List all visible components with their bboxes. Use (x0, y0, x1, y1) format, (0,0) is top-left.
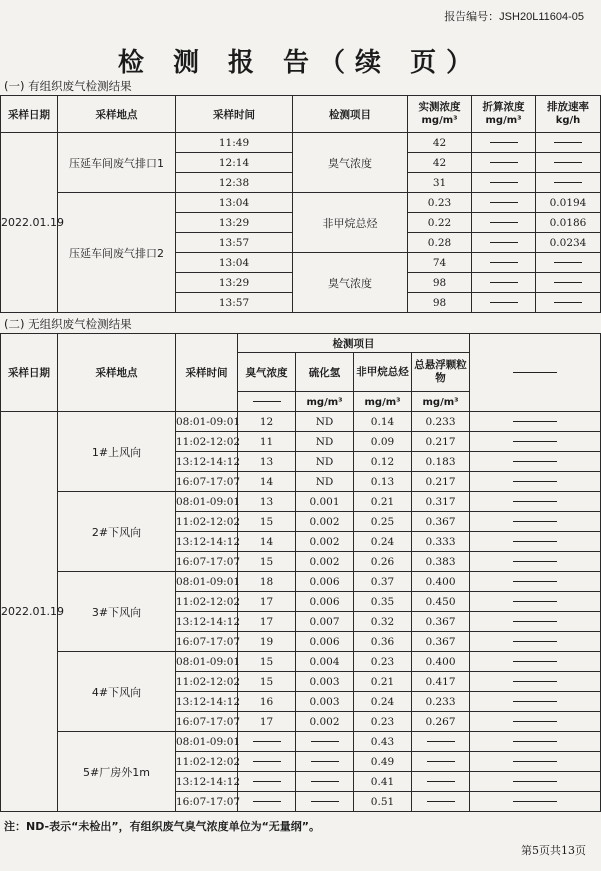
unit-odor (238, 392, 296, 412)
sample-time: 16:07-17:07 (176, 552, 238, 572)
empty-dash (490, 302, 518, 303)
sample-site: 4#下风向 (58, 652, 176, 732)
col-extra (470, 334, 601, 412)
odor-value: 15 (238, 652, 296, 672)
h2s-value: 0.007 (296, 612, 354, 632)
empty-dash (427, 741, 455, 742)
col-measured (408, 96, 472, 133)
nmhc-value: 0.49 (354, 752, 412, 772)
page-title: 检 测 报 告（续 页） (117, 48, 483, 78)
section1-heading: (一) 有组织废气检测结果 (4, 79, 132, 93)
empty-dash (311, 781, 339, 782)
extra-value (470, 452, 601, 472)
empty-dash (490, 242, 518, 243)
col-date: 采样日期 (1, 334, 58, 412)
odor-value: 13 (238, 492, 296, 512)
extra-value (470, 552, 601, 572)
empty-dash (513, 801, 557, 802)
sample-time: 13:57 (176, 233, 293, 253)
col-tsp (412, 353, 470, 392)
sample-time: 13:12-14:12 (176, 452, 238, 472)
tsp-value: 0.333 (412, 532, 470, 552)
sample-date: 2022.01.19 (1, 133, 58, 313)
tsp-value: 0.400 (412, 572, 470, 592)
col-nmhc (354, 353, 412, 392)
measured-value: 0.22 (408, 213, 472, 233)
sample-time: 13:57 (176, 293, 293, 313)
table-note: 注：ND-表示“未检出”，有组织废气臭气浓度单位为“无量纲”。 (4, 820, 321, 833)
empty-dash (513, 621, 557, 622)
empty-dash (513, 461, 557, 462)
col-converted (472, 96, 536, 133)
sample-time: 11:02-12:02 (176, 672, 238, 692)
h2s-value: 0.004 (296, 652, 354, 672)
sample-site: 压延车间废气排口2 (58, 193, 176, 313)
odor-value: 11 (238, 432, 296, 452)
report-number: 报告编号：JSH20L11604-05 (444, 11, 584, 23)
empty-dash (513, 441, 557, 442)
extra-value (470, 412, 601, 432)
extra-value (470, 592, 601, 612)
odor-value: 17 (238, 712, 296, 732)
tsp-value: 0.367 (412, 512, 470, 532)
empty-dash (427, 801, 455, 802)
extra-value (470, 712, 601, 732)
nmhc-value: 0.25 (354, 512, 412, 532)
sample-time: 13:29 (176, 213, 293, 233)
col-date: 采样日期 (1, 96, 58, 133)
extra-value (470, 472, 601, 492)
col-converted-unit: mg/m³ (485, 115, 522, 126)
col-nmhc-label: 非甲烷总烃 (356, 365, 409, 378)
table-row (1, 412, 601, 432)
empty-dash (513, 541, 557, 542)
nmhc-value: 0.41 (354, 772, 412, 792)
empty-dash (554, 162, 582, 163)
odor-value: 17 (238, 592, 296, 612)
tsp-value: 0.183 (412, 452, 470, 472)
empty-dash (253, 781, 281, 782)
nmhc-value: 0.35 (354, 592, 412, 612)
tsp-value: 0.317 (412, 492, 470, 512)
empty-dash (253, 401, 281, 402)
converted-value (472, 253, 536, 273)
sample-site: 3#下风向 (58, 572, 176, 652)
unit-nmhc (354, 392, 412, 412)
empty-dash (513, 501, 557, 502)
h2s-value: 0.006 (296, 592, 354, 612)
empty-dash (490, 162, 518, 163)
sample-site: 5#厂房外1m (58, 732, 176, 812)
empty-dash (513, 581, 557, 582)
extra-value (470, 532, 601, 552)
odor-value: 12 (238, 412, 296, 432)
nmhc-value: 0.36 (354, 632, 412, 652)
sample-time: 11:02-12:02 (176, 432, 238, 452)
emission-rate: 0.0234 (536, 233, 601, 253)
emission-rate: 0.0186 (536, 213, 601, 233)
converted-value (472, 193, 536, 213)
empty-dash (513, 721, 557, 722)
empty-dash (490, 262, 518, 263)
sample-site: 2#下风向 (58, 492, 176, 572)
empty-dash (513, 661, 557, 662)
extra-value (470, 612, 601, 632)
table-row (1, 133, 601, 153)
nmhc-value: 0.32 (354, 612, 412, 632)
col-h2s: 硫化氢 (296, 353, 354, 392)
test-item: 臭气浓度 (293, 253, 408, 313)
h2s-value (296, 772, 354, 792)
nmhc-value: 0.43 (354, 732, 412, 752)
empty-dash (513, 601, 557, 602)
tsp-value (412, 772, 470, 792)
emission-rate (536, 173, 601, 193)
nmhc-value: 0.24 (354, 532, 412, 552)
sample-time: 08:01-09:01 (176, 412, 238, 432)
sample-time: 16:07-17:07 (176, 792, 238, 812)
measured-value: 74 (408, 253, 472, 273)
sample-site: 压延车间废气排口1 (58, 133, 176, 193)
empty-dash (554, 182, 582, 183)
tsp-value: 0.217 (412, 472, 470, 492)
h2s-value: 0.006 (296, 572, 354, 592)
empty-dash (554, 142, 582, 143)
h2s-value: 0.002 (296, 512, 354, 532)
h2s-value: 0.002 (296, 712, 354, 732)
sample-time: 12:38 (176, 173, 293, 193)
table-row (1, 572, 601, 592)
sample-time: 16:07-17:07 (176, 712, 238, 732)
col-odor: 臭气浓度 (238, 353, 296, 392)
test-item: 臭气浓度 (293, 133, 408, 193)
tsp-value: 0.233 (412, 412, 470, 432)
converted-value (472, 133, 536, 153)
empty-dash (427, 781, 455, 782)
empty-dash (513, 701, 557, 702)
col-measured-unit: mg/m³ (421, 115, 458, 126)
unit-nmhc-text: mg/m³ (364, 396, 401, 408)
odor-value (238, 732, 296, 752)
test-item: 非甲烷总烃 (293, 193, 408, 253)
nmhc-value: 0.51 (354, 792, 412, 812)
col-time: 采样时间 (176, 96, 293, 133)
odor-value: 19 (238, 632, 296, 652)
converted-value (472, 273, 536, 293)
extra-value (470, 652, 601, 672)
emission-rate (536, 293, 601, 313)
sample-time: 11:02-12:02 (176, 592, 238, 612)
tsp-value (412, 792, 470, 812)
tsp-value: 0.450 (412, 592, 470, 612)
extra-value (470, 492, 601, 512)
extra-value (470, 572, 601, 592)
extra-value (470, 632, 601, 652)
tsp-value: 0.217 (412, 432, 470, 452)
emission-rate (536, 273, 601, 293)
empty-dash (490, 222, 518, 223)
table-row (1, 492, 601, 512)
h2s-value: 0.002 (296, 532, 354, 552)
tsp-value (412, 732, 470, 752)
converted-value (472, 293, 536, 313)
measured-value: 98 (408, 273, 472, 293)
empty-dash (513, 561, 557, 562)
tsp-value: 0.367 (412, 612, 470, 632)
table-row (1, 732, 601, 752)
nmhc-value: 0.24 (354, 692, 412, 712)
h2s-value: ND (296, 452, 354, 472)
h2s-value: 0.003 (296, 692, 354, 712)
odor-value: 15 (238, 512, 296, 532)
organized-emission-table (0, 95, 601, 313)
sample-time: 11:49 (176, 133, 293, 153)
empty-dash (554, 282, 582, 283)
nmhc-value: 0.21 (354, 492, 412, 512)
odor-value: 14 (238, 472, 296, 492)
col-time: 采样时间 (176, 334, 238, 412)
empty-dash (513, 681, 557, 682)
sample-time: 16:07-17:07 (176, 632, 238, 652)
odor-value: 15 (238, 552, 296, 572)
fugitive-emission-table (0, 333, 601, 812)
h2s-value: 0.001 (296, 492, 354, 512)
table-row (1, 193, 601, 213)
converted-value (472, 153, 536, 173)
sample-time: 12:14 (176, 153, 293, 173)
sample-site: 1#上风向 (58, 412, 176, 492)
odor-value: 17 (238, 612, 296, 632)
sample-time: 13:12-14:12 (176, 612, 238, 632)
sample-time: 16:07-17:07 (176, 472, 238, 492)
sample-date: 2022.01.19 (1, 412, 58, 812)
sample-time: 13:12-14:12 (176, 772, 238, 792)
sample-time: 08:01-09:01 (176, 652, 238, 672)
empty-dash (490, 202, 518, 203)
h2s-value: 0.006 (296, 632, 354, 652)
measured-value: 31 (408, 173, 472, 193)
empty-dash (513, 481, 557, 482)
table-row (1, 652, 601, 672)
page-number: 第5页共13页 (521, 844, 586, 857)
col-rate (536, 96, 601, 133)
emission-rate (536, 153, 601, 173)
col-site: 采样地点 (58, 96, 176, 133)
empty-dash (490, 142, 518, 143)
extra-value (470, 732, 601, 752)
empty-dash (513, 372, 557, 373)
sample-time: 08:01-09:01 (176, 492, 238, 512)
measured-value: 42 (408, 153, 472, 173)
odor-value: 14 (238, 532, 296, 552)
sample-time: 13:29 (176, 273, 293, 293)
extra-value (470, 792, 601, 812)
nmhc-value: 0.37 (354, 572, 412, 592)
empty-dash (311, 801, 339, 802)
col-measured-label: 实测浓度 (418, 101, 461, 113)
sample-time: 13:12-14:12 (176, 692, 238, 712)
h2s-value: ND (296, 472, 354, 492)
converted-value (472, 233, 536, 253)
section2-heading: (二) 无组织废气检测结果 (4, 317, 132, 331)
sample-time: 13:04 (176, 193, 293, 213)
odor-value: 13 (238, 452, 296, 472)
tsp-value: 0.233 (412, 692, 470, 712)
h2s-value (296, 792, 354, 812)
col-items-header: 检测项目 (238, 334, 470, 353)
odor-value (238, 772, 296, 792)
empty-dash (311, 761, 339, 762)
tsp-value: 0.417 (412, 672, 470, 692)
measured-value: 0.23 (408, 193, 472, 213)
extra-value (470, 672, 601, 692)
col-converted-label: 折算浓度 (482, 101, 525, 113)
empty-dash (490, 282, 518, 283)
sample-time: 08:01-09:01 (176, 732, 238, 752)
odor-value (238, 792, 296, 812)
empty-dash (513, 761, 557, 762)
tsp-value: 0.367 (412, 632, 470, 652)
measured-value: 0.28 (408, 233, 472, 253)
h2s-value (296, 732, 354, 752)
odor-value: 18 (238, 572, 296, 592)
emission-rate (536, 253, 601, 273)
nmhc-value: 0.12 (354, 452, 412, 472)
h2s-value: ND (296, 412, 354, 432)
nmhc-value: 0.21 (354, 672, 412, 692)
nmhc-value: 0.13 (354, 472, 412, 492)
measured-value: 98 (408, 293, 472, 313)
col-item: 检测项目 (293, 96, 408, 133)
h2s-value: 0.002 (296, 552, 354, 572)
empty-dash (554, 262, 582, 263)
empty-dash (253, 761, 281, 762)
empty-dash (513, 741, 557, 742)
h2s-value: ND (296, 432, 354, 452)
empty-dash (253, 741, 281, 742)
odor-value: 15 (238, 672, 296, 692)
empty-dash (253, 801, 281, 802)
nmhc-value: 0.23 (354, 652, 412, 672)
nmhc-value: 0.09 (354, 432, 412, 452)
empty-dash (554, 302, 582, 303)
unit-tsp (412, 392, 470, 412)
col-site: 采样地点 (58, 334, 176, 412)
tsp-value: 0.267 (412, 712, 470, 732)
emission-rate: 0.0194 (536, 193, 601, 213)
extra-value (470, 692, 601, 712)
nmhc-value: 0.26 (354, 552, 412, 572)
sample-time: 11:02-12:02 (176, 512, 238, 532)
emission-rate (536, 133, 601, 153)
col-tsp-label: 总悬浮颗粒物 (414, 359, 467, 384)
measured-value: 42 (408, 133, 472, 153)
extra-value (470, 512, 601, 532)
nmhc-value: 0.14 (354, 412, 412, 432)
empty-dash (513, 641, 557, 642)
empty-dash (513, 421, 557, 422)
col-rate-unit: kg/h (555, 115, 581, 126)
sample-time: 13:04 (176, 253, 293, 273)
sample-time: 13:12-14:12 (176, 532, 238, 552)
tsp-value: 0.400 (412, 652, 470, 672)
odor-value: 16 (238, 692, 296, 712)
extra-value (470, 772, 601, 792)
unit-h2s (296, 392, 354, 412)
nmhc-value: 0.23 (354, 712, 412, 732)
converted-value (472, 173, 536, 193)
converted-value (472, 213, 536, 233)
empty-dash (513, 521, 557, 522)
h2s-value (296, 752, 354, 772)
extra-value (470, 752, 601, 772)
h2s-value: 0.003 (296, 672, 354, 692)
empty-dash (513, 781, 557, 782)
tsp-value (412, 752, 470, 772)
empty-dash (311, 741, 339, 742)
col-rate-label: 排放速率 (547, 101, 589, 113)
sample-time: 11:02-12:02 (176, 752, 238, 772)
empty-dash (427, 761, 455, 762)
empty-dash (490, 182, 518, 183)
unit-tsp-text: mg/m³ (422, 396, 459, 408)
odor-value (238, 752, 296, 772)
unit-h2s-text: mg/m³ (306, 396, 343, 408)
tsp-value: 0.383 (412, 552, 470, 572)
extra-value (470, 432, 601, 452)
sample-time: 08:01-09:01 (176, 572, 238, 592)
